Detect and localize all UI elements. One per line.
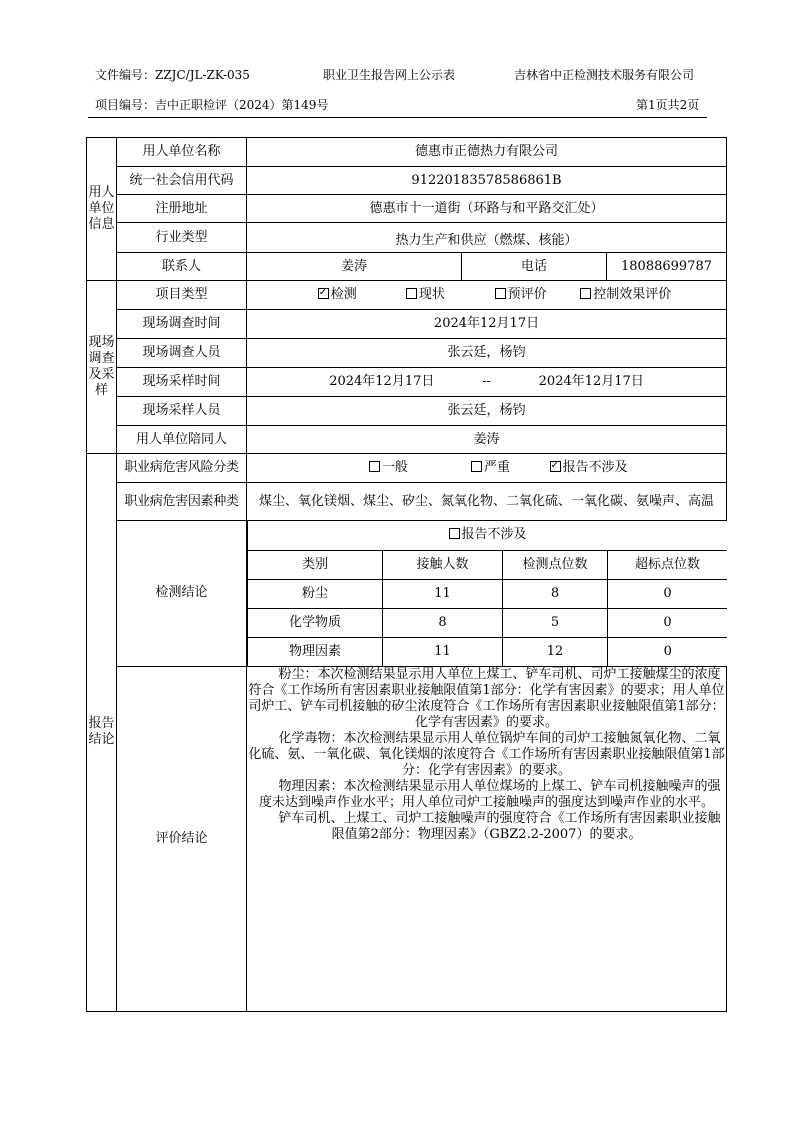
risk-general: 一般 (381, 460, 408, 475)
credit-code: 91220183578586861B (247, 167, 727, 195)
evaluation-paragraph-physical: 物理因素：本次检测结果显示用人单位煤场的上煤工、铲车司机接触噪声的强度未达到噪声作业水平；用人单位司炉工接触噪声的强度达到噪声作业的水平。 (259, 778, 721, 810)
survey-time-label: 现场调查时间 (117, 310, 247, 339)
sampling-staff: 张云廷，杨钧 (247, 397, 727, 426)
checkbox-icon (449, 528, 460, 539)
project-type-pre-evaluation: 预评价 (507, 287, 547, 302)
section-survey-sampling: 现场调查及采样 (87, 281, 117, 454)
column-header-points: 检测点位数 (503, 550, 608, 579)
evaluation-paragraph-noise: 铲车司机、上煤工、司炉工接触噪声的强度符合《工作场所有害因素职业接触限值第2部分：物理因素》（GBZ2.2-2007）的要求。 (278, 810, 721, 842)
column-header-category: 类别 (248, 550, 383, 579)
table-cell: 粉尘 (248, 579, 383, 608)
table-cell: 物理因素 (248, 637, 383, 666)
project-number: 项目编号：吉中正职检评（2024）第149号 (95, 98, 329, 112)
sampling-end-date: 2024年12月17日 (538, 374, 644, 389)
companion-person: 姜涛 (247, 426, 727, 454)
checkbox-icon (471, 461, 482, 472)
hazard-factors-label: 职业病危害因素种类 (117, 483, 247, 521)
table-cell: 化学物质 (248, 608, 383, 637)
evaluation-conclusion-label: 评价结论 (117, 666, 247, 1011)
address-label: 注册地址 (117, 195, 247, 223)
phone-label: 电话 (462, 253, 607, 281)
table-cell: 0 (608, 608, 727, 637)
detection-not-involved-label: 报告不涉及 (461, 527, 527, 543)
risk-classification-label: 职业病危害风险分类 (117, 454, 247, 483)
evaluation-paragraph-chemical: 化学毒物：本次检测结果显示用人单位锅炉车间的司炉工接触氮氧化物、二氧化硫、氨、一氧化碳、氧化镁烟的浓度符合《工作场所有害因素职业接触限值第1部分：化学有害因素》的要求。 (248, 730, 725, 778)
detection-conclusion-label: 检测结论 (117, 521, 247, 667)
detection-not-involved (248, 521, 727, 550)
hazard-factors: 煤尘、氧化镁烟、煤尘、矽尘、氮氧化物、二氧化硫、一氧化碳、氨噪声、高温 (247, 483, 727, 521)
sampling-start-date: 2024年12月17日 (329, 374, 435, 389)
project-type-control-evaluation: 控制效果评价 (593, 287, 672, 302)
table-cell: 0 (608, 637, 727, 666)
risk-not-involved: 报告不涉及 (562, 460, 628, 475)
project-type-detection: 检测 (330, 287, 357, 302)
company-name: 吉林省中正检测技术服务有限公司 (514, 68, 695, 82)
checkbox-icon (406, 288, 417, 299)
industry-label: 行业类型 (117, 223, 247, 253)
evaluation-conclusion-text (247, 666, 727, 1011)
column-header-exceeded: 超标点位数 (608, 550, 727, 579)
table-cell: 11 (383, 579, 503, 608)
file-number: 文件编号：ZZJC/JL-ZK-035 (95, 68, 250, 82)
employer-name-label: 用人单位名称 (117, 138, 247, 167)
sampling-date-separator: -- (482, 374, 491, 389)
column-header-exposed-count: 接触人数 (383, 550, 503, 579)
checkbox-icon (495, 288, 506, 299)
checkbox-icon (580, 288, 591, 299)
table-row (248, 608, 727, 637)
project-type-options (247, 281, 727, 310)
credit-code-label: 统一社会信用代码 (117, 167, 247, 195)
industry-type: 热力生产和供应（燃煤、核能） (247, 223, 727, 253)
registered-address: 德惠市十一道街（环路与和平路交汇处） (247, 195, 727, 223)
survey-staff: 张云廷，杨钧 (247, 339, 727, 368)
checkbox-checked-icon (550, 461, 561, 472)
evaluation-paragraph-dust: 粉尘：本次检测结果显示用人单位上煤工、铲车司机、司炉工接触煤尘的浓度符合《工作场所有害因素职业接触限值第1部分：化学有害因素》的要求；用人单位司炉工、铲车司机接触的矽尘浓度符合《工作场所有害因素职业接触限值第1部分：化学有害因素》的要求。 (248, 666, 725, 730)
table-cell: 0 (608, 579, 727, 608)
project-type-label: 项目类型 (117, 281, 247, 310)
table-cell: 8 (503, 579, 608, 608)
header-divider (88, 117, 707, 118)
survey-time: 2024年12月17日 (247, 310, 727, 339)
table-cell: 5 (503, 608, 608, 637)
survey-staff-label: 现场调查人员 (117, 339, 247, 368)
sampling-time-label: 现场采样时间 (117, 368, 247, 397)
section-report-conclusion: 报告结论 (87, 454, 117, 1012)
page-number: 第1页共2页 (636, 98, 700, 112)
sampling-staff-label: 现场采样人员 (117, 397, 247, 426)
table-cell: 11 (383, 637, 503, 666)
table-cell: 8 (383, 608, 503, 637)
table-row (248, 637, 727, 666)
project-type-status: 现状 (418, 287, 445, 302)
detection-result-cell (247, 521, 727, 667)
detection-result-table (247, 521, 727, 666)
table-row (248, 579, 727, 608)
employer-name: 德惠市正德热力有限公司 (247, 138, 727, 167)
contact-label: 联系人 (117, 253, 247, 281)
disclosure-table (86, 137, 727, 1012)
document-title: 职业卫生报告网上公示表 (323, 68, 456, 82)
phone-number: 18088699787 (607, 253, 727, 281)
table-cell: 12 (503, 637, 608, 666)
contact-person: 姜涛 (247, 253, 462, 281)
risk-classification-options (247, 454, 727, 483)
section-employer-info: 用人单位信息 (87, 138, 117, 281)
checkbox-icon (369, 461, 380, 472)
risk-serious: 严重 (484, 460, 511, 475)
sampling-time (247, 368, 727, 397)
checkbox-checked-icon (318, 288, 329, 299)
companion-label: 用人单位陪同人 (117, 426, 247, 454)
